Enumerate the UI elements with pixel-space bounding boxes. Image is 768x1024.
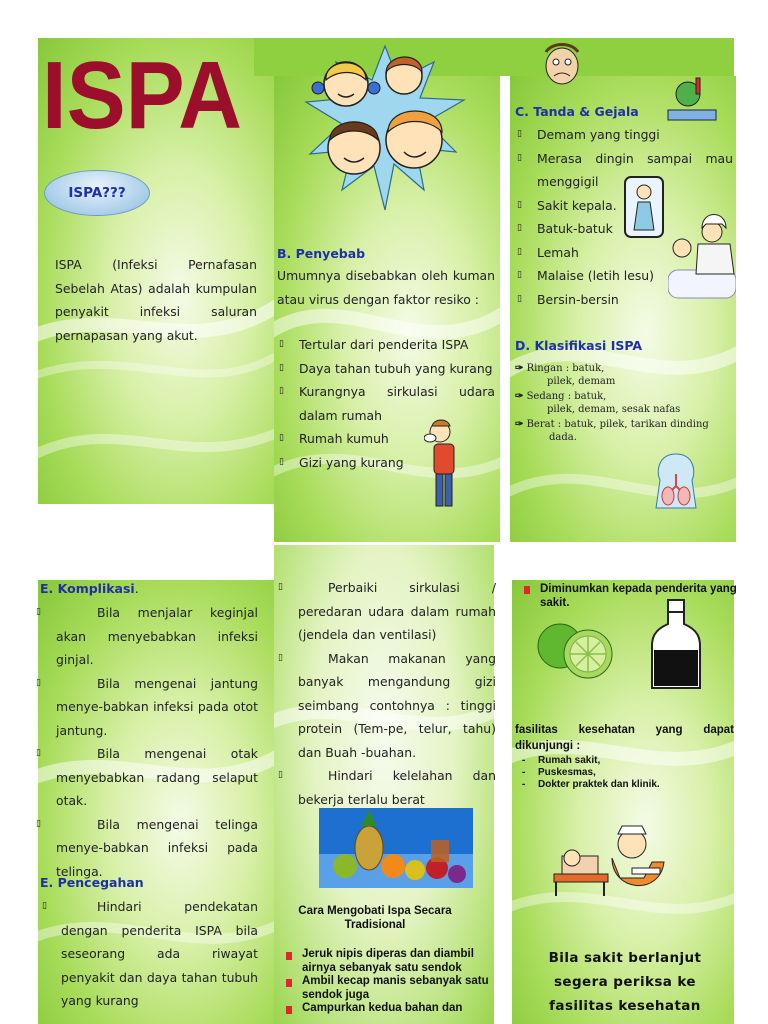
lungs-illustration xyxy=(652,452,700,510)
list-item: ▯ Bila menjalar keginjal akan menyebabkan infeksi ginjal. xyxy=(40,601,258,672)
klasifikasi-list xyxy=(515,362,735,444)
list-item: ▯ Merasa dingin sampai mau menggigil xyxy=(515,147,733,194)
klasifikasi-symptoms: pilek, demam, sesak nafas xyxy=(547,404,681,415)
klasifikasi-symptoms: dada. xyxy=(549,432,577,443)
list-item: ▯ Daya tahan tubuh yang kurang xyxy=(277,357,495,381)
check-icon: ✑ xyxy=(515,363,524,374)
list-item: ▯ Sakit kepala. xyxy=(515,194,733,218)
penyebab-heading: B. Penyebab xyxy=(277,246,366,261)
list-item: ▯ Rumah kumuh xyxy=(277,427,495,451)
ispa-bubble-text: ISPA??? xyxy=(68,185,126,201)
klasifikasi-level: Sedang : batuk, xyxy=(526,391,607,402)
list-item: ▯ Hindari pendekatan dengan penderita ISPA bila seseorang ada riwayat penyakit dan daya tahan tubuh yang kurang xyxy=(40,895,258,1013)
list-item: ▯ Lemah xyxy=(515,241,733,265)
list-item: ▯ Tertular dari penderita ISPA xyxy=(277,333,495,357)
closing-message: Bila sakit berlanjut segera periksa ke fasilitas kesehatan xyxy=(548,950,702,1014)
list-item: ▯ Malaise (letih lesu) xyxy=(515,264,733,288)
komplikasi-list xyxy=(36,601,258,883)
list-item: ▯ Bila mengenai jantung menye-babkan infeksi pada otot jantung. xyxy=(40,672,258,743)
list-item: Ambil kecap manis sebanyak satu sendok juga xyxy=(284,975,498,1002)
mengobati-continued: Diminumkan kepada penderita yang sakit. xyxy=(522,582,750,610)
bullet-icon: ▯ xyxy=(36,677,41,688)
nurse-patient-illustration xyxy=(548,822,698,902)
list-item: ▯ Bila mengenai telinga menye-babkan infeksi pada telinga. xyxy=(40,813,258,884)
list-item: - Dokter praktek dan klinik. xyxy=(522,779,660,790)
dash-icon: - xyxy=(522,755,526,766)
bullet-icon: ▯ xyxy=(36,748,41,758)
shivering-person-illustration xyxy=(624,176,664,238)
dash-icon: - xyxy=(522,767,526,778)
list-item: ▯ Hindari kelelahan dan bekerja terlalu berat xyxy=(278,764,496,811)
list-item: ▯ Perbaiki sirkulasi / peredaran udara dalam rumah (jendela dan ventilasi) xyxy=(278,576,496,647)
list-item xyxy=(515,390,735,416)
list-item: ▯ Demam yang tinggi xyxy=(515,123,733,147)
komplikasi-heading-suffix: . xyxy=(134,581,139,596)
sick-face-illustration xyxy=(538,40,586,88)
children-illustration xyxy=(296,40,474,220)
pencegahan-heading: E. Pencegahan xyxy=(40,875,144,890)
komplikasi-heading xyxy=(40,581,139,596)
pencegahan-list-continued xyxy=(278,576,496,811)
list-item: ▯ Kurangnya sirkulasi udara dalam rumah xyxy=(277,380,495,427)
list-item xyxy=(515,418,735,444)
mengobati-list xyxy=(284,948,498,1016)
ispa-bubble xyxy=(44,170,150,216)
komplikasi-heading-text: E. Komplikasi xyxy=(40,581,135,596)
klasifikasi-heading: D. Klasifikasi ISPA xyxy=(515,338,643,353)
klasifikasi-level: Berat : batuk, pilek, tarikan dinding xyxy=(526,419,709,430)
fasilitas-heading: fasilitas kesehatan yang dapat dikunjungi : xyxy=(515,724,734,752)
ispa-title xyxy=(40,34,250,134)
dash-icon: - xyxy=(522,779,526,790)
klasifikasi-level: Ringan : batuk, xyxy=(526,363,605,374)
bullet-icon: ▯ xyxy=(42,901,47,911)
sneezing-boy-illustration xyxy=(424,418,466,514)
gejala-heading: C. Tanda & Gejala xyxy=(515,104,639,119)
list-item: - Rumah sakit, xyxy=(522,755,601,766)
list-item: ▯ Bila mengenai otak menyebabkan radang selaput otak. xyxy=(40,742,258,813)
klasifikasi-symptoms: pilek, demam xyxy=(547,376,616,387)
list-item: ▯ Makan makanan yang banyak mengandung gizi seimbang contohnya : tinggi protein (Tem-pe, telur, tahu) dan Buah -buahan. xyxy=(278,647,496,765)
svg-text:ISPA: ISPA xyxy=(42,42,242,134)
check-icon: ✑ xyxy=(515,391,524,402)
list-item: Campurkan kedua bahan dan xyxy=(284,1002,498,1016)
patient-bed-illustration xyxy=(668,204,736,300)
check-icon: ✑ xyxy=(515,419,524,430)
soy-sauce-bottle-illustration xyxy=(650,598,702,692)
penyebab-text: Umumnya disebabkan oleh kuman atau virus dengan faktor resiko : xyxy=(277,268,495,307)
bullet-icon: ▯ xyxy=(278,582,283,592)
fruits-illustration xyxy=(319,808,473,888)
lime-illustration xyxy=(536,616,616,684)
list-item: ▯ Gizi yang kurang xyxy=(277,451,495,475)
bullet-icon: ▯ xyxy=(36,607,41,617)
bullet-icon: ▯ xyxy=(36,818,41,829)
bullet-icon: ▯ xyxy=(278,652,283,663)
fasilitas-list xyxy=(522,755,732,791)
list-item: - Puskesmas, xyxy=(522,767,596,778)
fever-illustration xyxy=(666,74,718,124)
list-item: Jeruk nipis diperas dan diambil airnya sebanyak satu sendok xyxy=(284,948,498,975)
intro-paragraph: ISPA (Infeksi Pernafasan Sebelah Atas) adalah kumpulan penyakit infeksi saluran pernapasan yang akut. xyxy=(55,257,257,343)
list-item: ▯ Batuk-batuk xyxy=(515,217,733,241)
list-item xyxy=(515,362,735,388)
mengobati-heading: Cara Mengobati Ispa Secara Tradisional xyxy=(298,905,452,931)
list-item: ▯ Bersin-bersin xyxy=(515,288,733,312)
bullet-icon: ▯ xyxy=(278,770,283,780)
